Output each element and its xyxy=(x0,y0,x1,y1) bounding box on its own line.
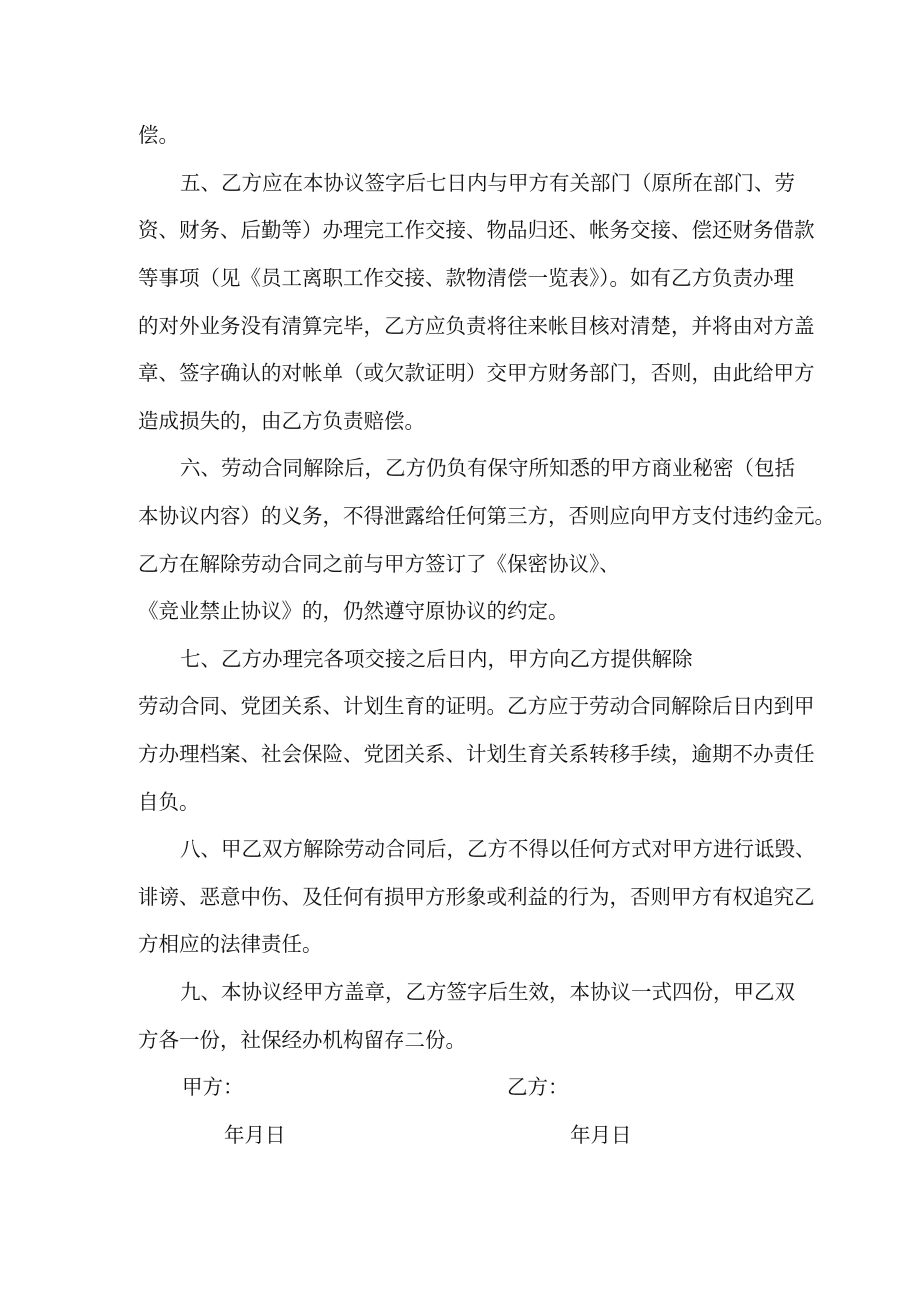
text-line: 造成损失的，由乙方负责赔偿。 xyxy=(138,409,425,433)
text-line: 乙方在解除劳动合同之前与甲方签订了《保密协议》、 xyxy=(138,552,620,576)
text-line: 本协议内容）的义务，不得泄露给任何第三方，否则应向甲方支付违约金元。 xyxy=(138,504,835,528)
party-b-label: 乙方： xyxy=(507,1075,569,1099)
text-line: 五、乙方应在本协议签字后七日内与甲方有关部门（原所在部门、劳 xyxy=(180,171,795,195)
text-line: 偿。 xyxy=(138,123,179,147)
party-a-label: 甲方： xyxy=(182,1075,244,1099)
text-line: 《竞业禁止协议》的，仍然遵守原协议的约定。 xyxy=(138,599,569,623)
text-line: 方相应的法律责任。 xyxy=(138,932,323,956)
text-line: 的对外业务没有清算完毕，乙方应负责将往来帐目核对清楚，并将由对方盖 xyxy=(138,314,815,338)
party-b-date: 年月日 xyxy=(570,1123,632,1147)
text-line: 章、签字确认的对帐单（或欠款证明）交甲方财务部门，否则，由此给甲方 xyxy=(138,361,815,385)
text-line: 等事项（见《员工离职工作交接、款物清偿一览表》）。如有乙方负责办理 xyxy=(138,266,794,290)
text-line: 劳动合同、党团关系、计划生育的证明。乙方应于劳动合同解除后日内到甲 xyxy=(138,694,815,718)
text-line: 八、甲乙双方解除劳动合同后，乙方不得以任何方式对甲方进行诋毁、 xyxy=(180,837,816,861)
text-line: 方办理档案、社会保险、党团关系、计划生育关系转移手续，逾期不办责任 xyxy=(138,742,815,766)
text-line: 七、乙方办理完各项交接之后日内，甲方向乙方提供解除 xyxy=(180,647,693,671)
text-line: 方各一份，社保经办机构留存二份。 xyxy=(138,1028,466,1052)
text-line: 诽谤、恶意中伤、及任何有损甲方形象或利益的行为，否则甲方有权追究乙 xyxy=(138,885,815,909)
text-line: 九、本协议经甲方盖章，乙方签字后生效，本协议一式四份，甲乙双 xyxy=(180,980,795,1004)
text-line: 六、劳动合同解除后，乙方仍负有保守所知悉的甲方商业秘密（包括 xyxy=(180,456,795,480)
text-line: 自负。 xyxy=(138,790,200,814)
party-a-date: 年月日 xyxy=(224,1123,286,1147)
text-line: 资、财务、后勤等）办理完工作交接、物品归还、帐务交接、偿还财务借款 xyxy=(138,218,815,242)
